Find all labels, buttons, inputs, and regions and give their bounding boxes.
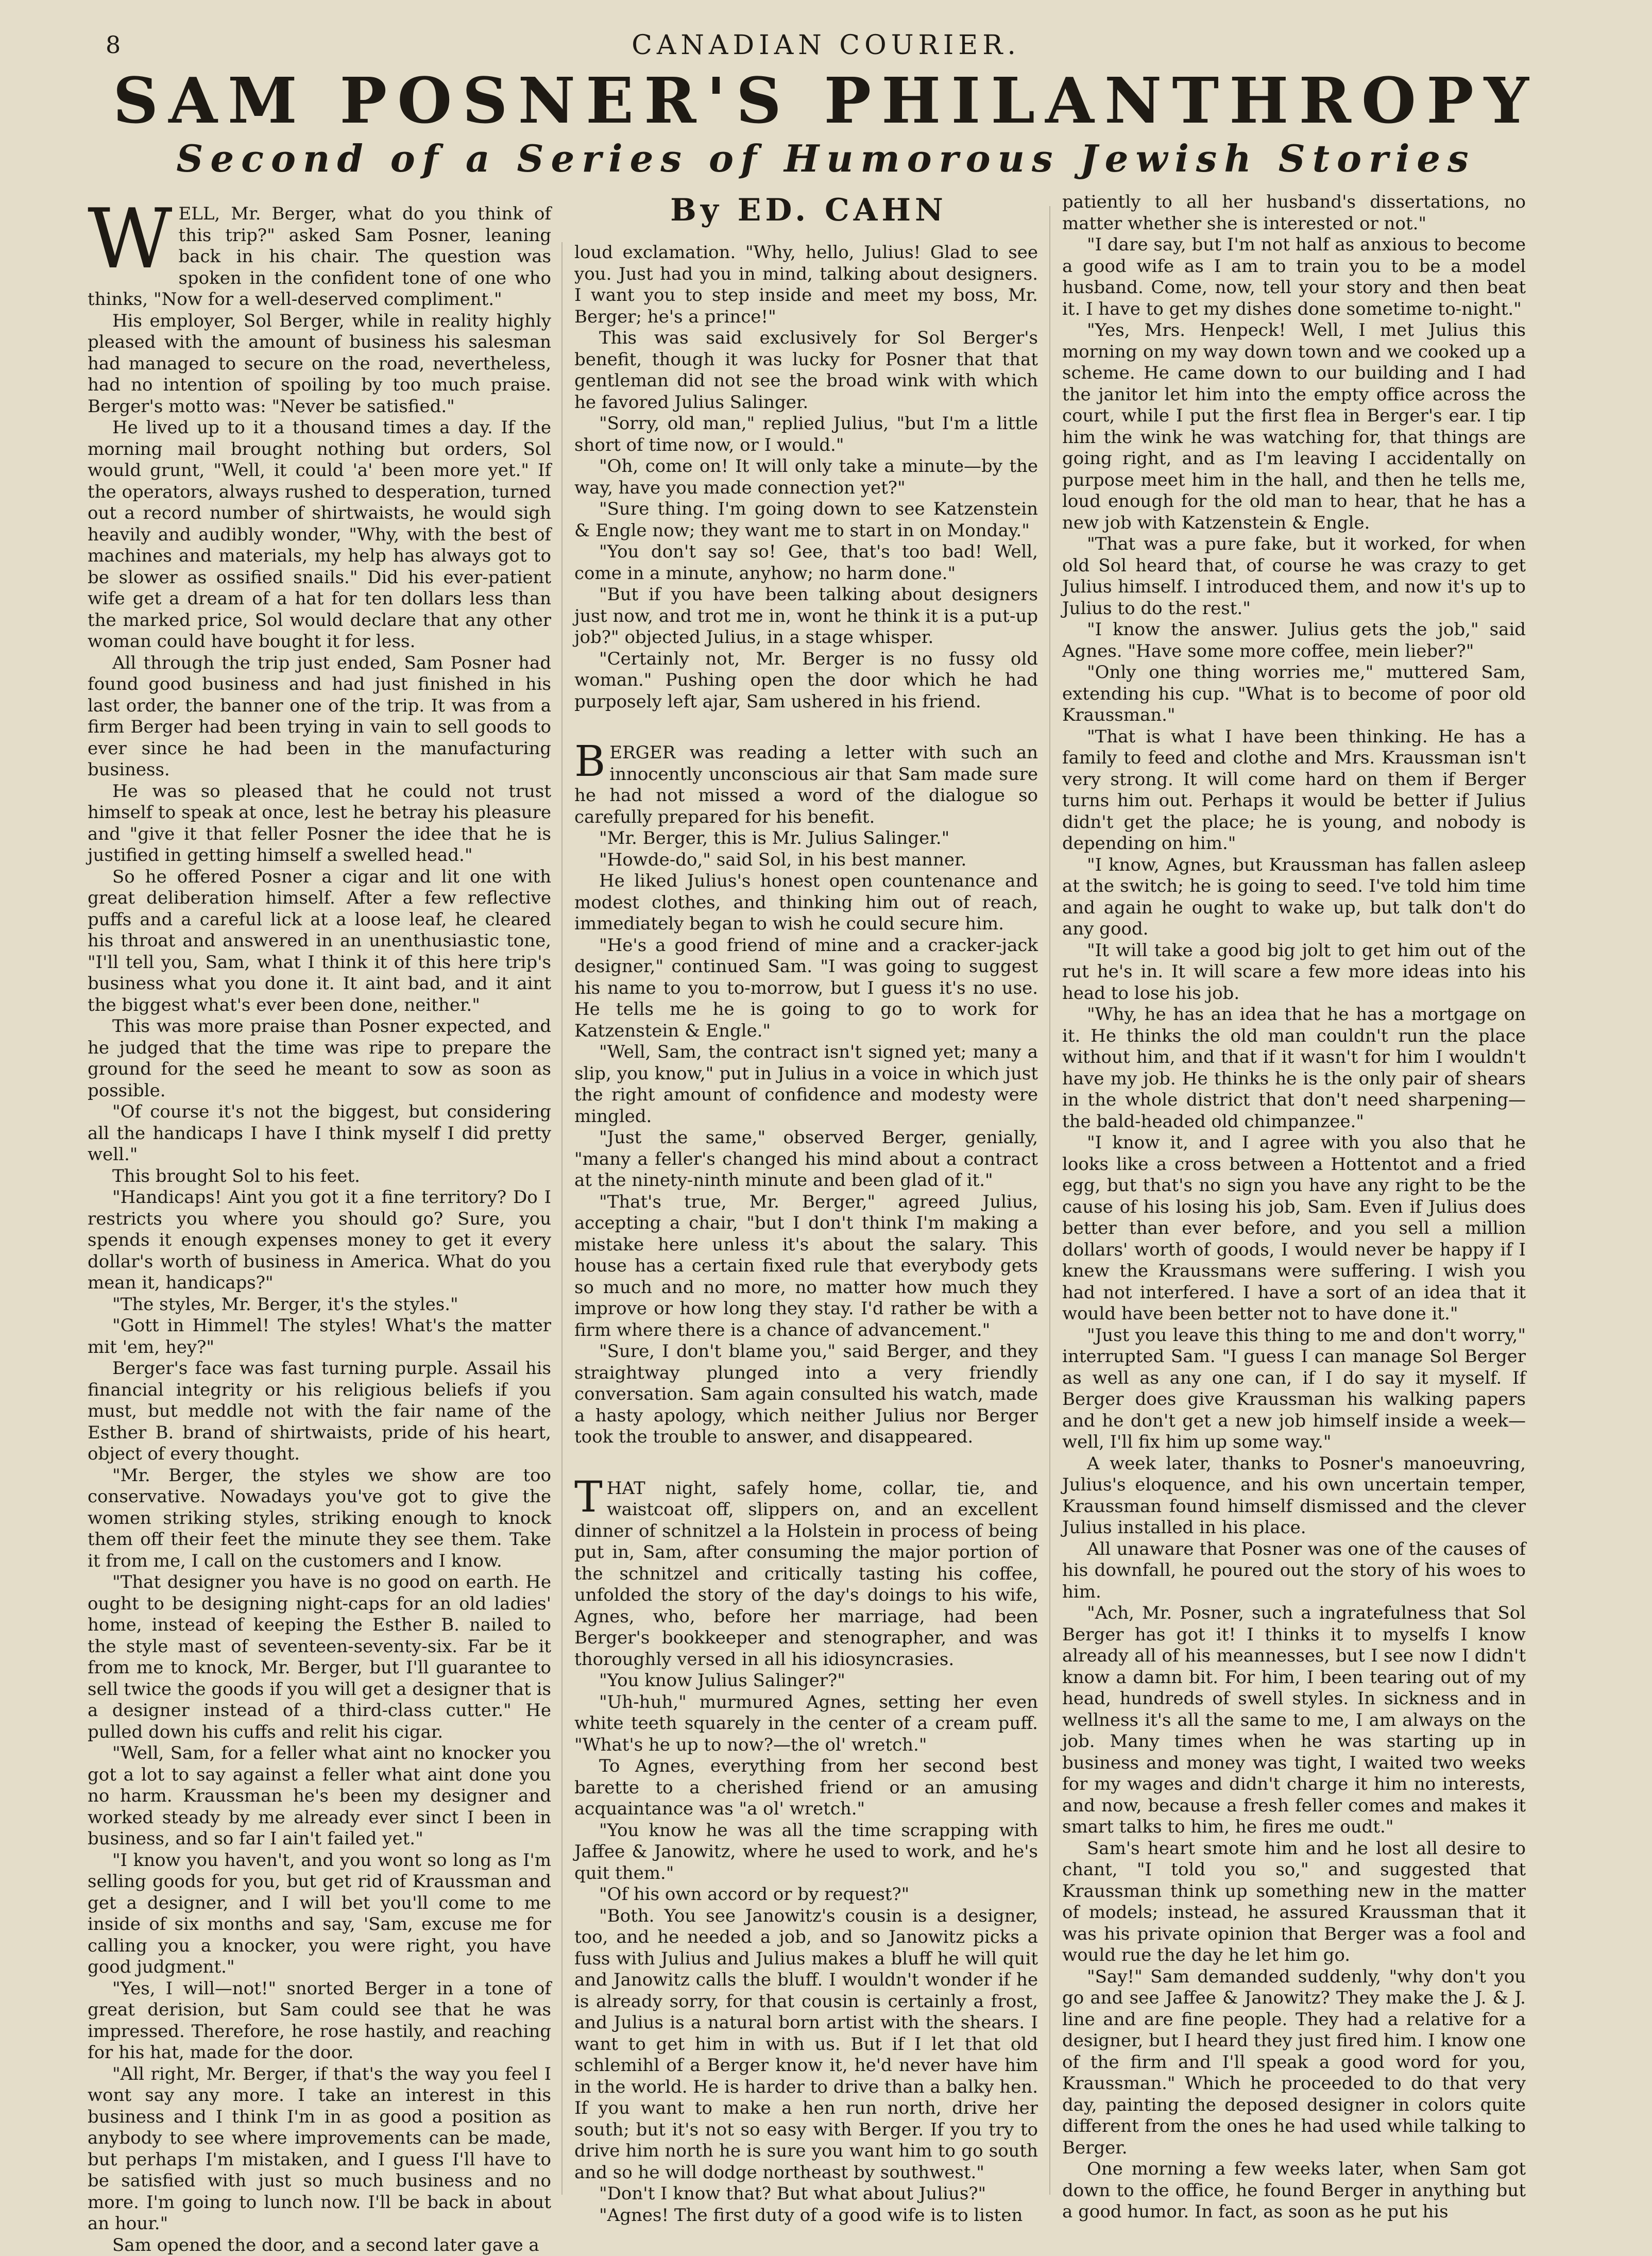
paragraph-text: A week later, thanks to Posner's manoeuvring, Julius's eloquence, and his own uncertain temper, Kraussman found himself dismissed and the clever Julius installed in his place.: [1062, 1453, 1526, 1538]
paragraph: [1062, 726, 1526, 855]
paragraph: [574, 499, 1038, 541]
paragraph: [574, 828, 1038, 850]
paragraph-text: Sam's heart smote him and he lost all desire to chant, "I told you so," and suggested that Kraussman think up something new in the matter of models; instead, he assured Kraussman that it was his private opinion that Berger was a fool and would rue the day he let him go.: [1062, 1838, 1526, 1966]
paragraph-text: "I know the answer. Julius gets the job," said Agnes. "Have some more coffee, mein lieber?": [1062, 619, 1526, 661]
paragraph: [88, 2064, 551, 2235]
paragraph: [574, 1670, 1038, 1692]
paragraph-text: He was so pleased that he could not trust himself to speak at once, lest he betray his pleasure and "give it that feller Posner the idee that he is justified in getting himself a swelled head.": [88, 781, 551, 866]
article-byline: By ED. CAHN: [554, 195, 1064, 226]
paragraph: [574, 2183, 1038, 2205]
paragraph-text: "It will take a good big jolt to get him out of the rut he's in. It will scare a few more ideas into his head to lose his job.: [1062, 940, 1526, 1004]
paragraph: [88, 203, 551, 311]
paragraph-text: "Why, he has an idea that he has a mortgage on it. He thinks the old man couldn't run the place without him, and that if it wasn't for him I wouldn't have my job. He thinks he is the only pair of shears in the whole district that don't need sharpening—the bald-headed old chimpanzee.": [1062, 1004, 1526, 1132]
paragraph: [1062, 1539, 1526, 1603]
paragraph: [1062, 940, 1526, 1005]
column-rule: [561, 242, 563, 2195]
paragraph-text: "Say!" Sam demanded suddenly, "why don't you go and see Jaffee & Janowitz? They make the J. & J. line and are fine people. They had a relative for a designer, but I heard they just fired him. I know one of the firm and I'll speak a good word for you, Kraussman." Which he proceeded to do that very day, painting the deposed designer in colors quite different from the ones he had used while talking to Berger.: [1062, 1966, 1526, 2158]
paragraph: [88, 1850, 551, 1978]
paragraph-text: "Of his own accord or by request?": [599, 1884, 909, 1905]
paragraph: [1062, 1453, 1526, 1539]
running-head: CANADIAN COURIER.: [0, 30, 1652, 61]
paragraph-text: "That's true, Mr. Berger," agreed Julius, accepting a chair, "but I don't think I'm making a mistake here unless it's about the salary. This house has a certain fixed rule that everybody gets so much and no more, no matter how much they improve or how long they stay. I'd rather be with a firm where there is a chance of advancement.": [574, 1192, 1038, 1341]
paragraph: [574, 871, 1038, 935]
paragraph-text: "Both. You see Janowitz's cousin is a designer, too, and he needed a job, and so Janowitz picks a fuss with Julius and Julius makes a bluff he will quit and Janowitz calls the bluff. I wouldn't wonder if he is already sorry, for that cousin is certainly a frost, and Julius is a natural born artist with the shears. I want to get him in with us. But if I let that old schlemihl of a Berger know it, he'd never have him in the world. He is harder to drive than a balky hen. If you want to make a hen run north, drive her south; but it's not so easy with Berger. If you try to drive him north he is sure you want him to go south and so he will dodge northeast by southwest.": [574, 1906, 1038, 2183]
paragraph-text: "I know it, and I agree with you also that he looks like a cross between a Hottentot and a fried egg, but that's no sign you have any right to be the cause of his losing his job, Sam. Even if Julius does better than ever before, and you sell a million dollars' worth of goods, I would never be happy if I knew the Kraussmans were suffering. I wish you had not interfered. I have a sort of an idea that it would have been better not to have done it.": [1062, 1132, 1526, 1324]
paragraph-text: HAT night, safely home, collar, tie, and waistcoat off, slippers on, and an excellent dinner of schnitzel a la Holstein in process of being put in, Sam, after consuming the major portion of the schnitzel and critically tasting his coffee, unfolded the story of the day's doings to his wife, Agnes, who, before her marriage, had been Berger's bookkeeper and stenographer, and was thoroughly versed in all his idiosyncrasies.: [574, 1478, 1038, 1670]
paragraph: [574, 850, 1038, 871]
paragraph-text: "Just the same," observed Berger, genially, "many a feller's changed his mind about a contract at the ninety-ninth minute and been glad of it.": [574, 1127, 1038, 1191]
paragraph: [574, 1478, 1038, 1671]
paragraph-text: "But if you have been talking about designers just now, and trot me in, wont he think it is a put-up job?" objected Julius, in a stage whisper.: [574, 584, 1038, 648]
paragraph-text: To Agnes, everything from her second best barette to a cherished friend or an amusing acquaintance was "a ol' wretch.": [574, 1756, 1038, 1819]
paragraph: [574, 1127, 1038, 1192]
paragraph: [574, 242, 1038, 328]
paragraph-text: ERGER was reading a letter with such an innocently unconscious air that Sam made sure he had not missed a word of the dialogue so carefully prepared for his benefit.: [574, 742, 1038, 827]
paragraph: [1062, 1966, 1526, 2159]
paragraph-text: ELL, Mr. Berger, what do you think of this trip?" asked Sam Posner, leaning back in his chair. The question was spoken in the confident tone of one who thinks, "Now for a well-deserved compliment.": [88, 203, 551, 310]
paragraph-text: Sam opened the door, and a second later gave a: [112, 2235, 539, 2255]
paragraph-text: "Howde-do," said Sol, in his best manner.: [599, 850, 966, 870]
paragraph-text: "That designer you have is no good on earth. He ought to be designing night-caps for an old ladies' home, instead of keeping the Esther B. nailed to the style mast of seventeen-seventy-six. Far be it from me to knock, Mr. Berger, but I'll guarantee to sell twice the goods if you will get a designer that is a designer instead of a third-class cutter." He pulled down his cuffs and relit his cigar.: [88, 1572, 551, 1742]
paragraph-text: "Well, Sam, the contract isn't signed yet; many a slip, you know," put in Julius in a voice in which just the right amount of confidence and modesty were mingled.: [574, 1042, 1038, 1127]
paragraph-text: Berger's face was fast turning purple. Assail his financial integrity or his religious beliefs if you must, but meddle not with the fair name of the Esther B. brand of shirtwaists, pride of his heart, object of every thought.: [88, 1358, 551, 1464]
paragraph-text: "I know, Agnes, but Kraussman has fallen asleep at the switch; he is going to seed. I've told him time and again he ought to wake up, but talk don't do any good.: [1062, 855, 1526, 940]
paragraph-text: This brought Sol to his feet.: [112, 1166, 360, 1186]
paragraph-text: "Mr. Berger, this is Mr. Julius Salinger.": [599, 828, 949, 849]
paragraph: [1062, 320, 1526, 534]
paragraph-text: This was more praise than Posner expected, and he judged that the time was ripe to prepare the ground for the seed he meant to sow as soon as possible.: [88, 1016, 551, 1101]
paragraph: [1062, 534, 1526, 619]
paragraph-text: loud exclamation. "Why, hello, Julius! Glad to see you. Just had you in mind, talking about designers. I want you to step inside and meet my boss, Mr. Berger; he's a prince!": [574, 242, 1038, 327]
paragraph: [1062, 1325, 1526, 1453]
paragraph-text: "You know he was all the time scrapping with Jaffee & Janowitz, where he used to work, and he's quit them.": [574, 1820, 1038, 1884]
paragraph: [574, 2205, 1038, 2227]
paragraph-text: "Handicaps! Aint you got it a fine territory? Do I restricts you where you should go? Sure, you spends it enough expenses money to get it every dollar's worth of business in America. What do you mean it, handicaps?": [88, 1187, 551, 1293]
paragraph-text: "Sorry, old man," replied Julius, "but I'm a little short of time now, or I would.": [574, 413, 1038, 455]
paragraph-text: "Mr. Berger, the styles we show are too conservative. Nowadays you've got to give the women striking styles, striking enough to knock them off their feet the minute they see them. Take it from me, I call on the customers and I know.: [88, 1465, 551, 1571]
paragraph: [88, 1978, 551, 2064]
paragraph-text: So he offered Posner a cigar and lit one with great deliberation himself. After a few reflective puffs and a careful lick at a loose leaf, he cleared his throat and answered in an unenthusiastic tone, "I'll tell you, Sam, what I think it of this here trip's business what you done it. It aint bad, and it aint the biggest what's ever been done, neither.": [88, 867, 551, 1015]
paragraph-text: patiently to all her husband's dissertations, no matter whether she is interested or not.": [1062, 192, 1526, 234]
paragraph: [88, 867, 551, 1016]
paragraph-text: "Yes, Mrs. Henpeck! Well, I met Julius this morning on my way down town and we cooked up a scheme. He came down to our building and I had the janitor let him into the empty office across the court, while I put the first flea in Berger's ear. I tip him the wink he was watching for, that things are going right, and as I'm leaving I accidentally on purpose meet him in the hall, and then he tells me, loud enough for the old man to hear, that he has a new job with Katzenstein & Engle.: [1062, 320, 1526, 533]
paragraph-text: "Just you leave this thing to me and don't worry," interrupted Sam. "I guess I can manage Sol Berger as well as any one can, if I do say it myself. If Berger does give Kraussman his walking papers and he don't get a new job himself inside a week—well, I'll fix him up some way.": [1062, 1325, 1526, 1453]
paragraph-text: "Certainly not, Mr. Berger is no fussy old woman." Pushing open the door which he had purposely left ajar, Sam ushered in his friend.: [574, 649, 1038, 712]
paragraph: [88, 1101, 551, 1166]
paragraph-text: "I know you haven't, and you wont so long as I'm selling goods for you, but get rid of Kraussman and get a designer, and I will bet you'll come to me inside of six months and say, 'Sam, excuse me for calling you a knocker, you were right, you have good judgment.": [88, 1850, 551, 1978]
paragraph: [1062, 855, 1526, 940]
paragraph: [1062, 619, 1526, 662]
paragraph: [574, 1042, 1038, 1127]
paragraph: [88, 1315, 551, 1358]
paragraph: [574, 541, 1038, 584]
paragraph: [1062, 192, 1526, 234]
paragraph-text: "Don't I know that? But what about Julius?": [599, 2183, 986, 2204]
paragraph: [88, 1572, 551, 1743]
article-subtitle: Second of a Series of Humorous Jewish Stories: [0, 140, 1652, 177]
paragraph-text: "All right, Mr. Berger, if that's the way you feel I wont say any more. I take an interest in this business and I think I'm in as good a position as anybody to see where improvements can be made, but perhaps I'm mistaken, and I guess I'll have to be satisfied with just so much business and no more. I'm going to lunch now. I'll be back in about an hour.": [88, 2064, 551, 2234]
paragraph: [88, 2235, 551, 2256]
paragraph: [574, 1341, 1038, 1448]
paragraph: [574, 1192, 1038, 1342]
paragraph-text: All unaware that Posner was one of the causes of his downfall, he poured out the story of his woes to him.: [1062, 1539, 1526, 1602]
paragraph: [88, 1187, 551, 1294]
paragraph: [88, 1294, 551, 1316]
paragraph-text: "You don't say so! Gee, that's too bad! Well, come in a minute, anyhow; no harm done.": [574, 541, 1038, 584]
paragraph: [88, 1016, 551, 1101]
paragraph-text: This was said exclusively for Sol Berger's benefit, though it was lucky for Posner that that gentleman did not see the broad wink with which he favored Julius Salinger.: [574, 328, 1038, 413]
paragraph-text: "Agnes! The first duty of a good wife is to listen: [599, 2205, 1023, 2226]
paragraph-text: One morning a few weeks later, when Sam got down to the office, he found Berger in anything but a good humor. In fact, as soon as he put his: [1062, 2159, 1526, 2222]
paragraph-text: "I dare say, but I'm not half as anxious to become a good wife as I am to train you to be a model husband. Come, now, tell your story and then beat it. I have to get my dishes done sometime to-night.": [1062, 234, 1526, 319]
paragraph-text: "You know Julius Salinger?": [599, 1670, 845, 1691]
paragraph: [574, 456, 1038, 499]
paragraph: [1062, 1004, 1526, 1132]
paragraph-text: "Oh, come on! It will only take a minute—by the way, have you made connection yet?": [574, 456, 1038, 498]
paragraph-text: "The styles, Mr. Berger, it's the styles.": [112, 1294, 458, 1315]
drop-cap: T: [574, 1479, 603, 1516]
paragraph: [1062, 662, 1526, 726]
paragraph: [574, 328, 1038, 413]
paragraph: [1062, 1603, 1526, 1838]
paragraph: [1062, 1838, 1526, 1966]
column-2: [574, 242, 1038, 2202]
paragraph: [574, 1692, 1038, 1756]
paragraph: [88, 417, 551, 653]
paragraph-text: "Uh-huh," murmured Agnes, setting her even white teeth squarely in the center of a cream puff. "What's he up to now?—the ol' wretch.": [574, 1692, 1038, 1755]
column-rule: [1049, 206, 1050, 2195]
paragraph: [574, 935, 1038, 1042]
paragraph-text: "Sure thing. I'm going down to see Katzenstein & Engle now; they want me to start in on Monday.": [574, 499, 1038, 541]
paragraph-text: "He's a good friend of mine and a cracker-jack designer," continued Sam. "I was going to suggest his name to you to-morrow, but I guess it's no use. He tells me he is going to go to work for Katzenstein & Engle.": [574, 935, 1038, 1041]
paragraph-text: "Only one thing worries me," muttered Sam, extending his cup. "What is to become of poor old Kraussman.": [1062, 662, 1526, 725]
paragraph-text: He lived up to it a thousand times a day. If the morning mail brought nothing but orders, Sol would grunt, "Well, it could 'a' been more yet." If the operators, always rushed to desperation, turned out a record number of shirtwaists, he would sigh heavily and audibly wonder, "Why, with the best of machines and materials, my help has always got to be slower as ossified snails." Did his ever-patient wife get a dream of a hat for ten dollars less than the marked price, Sol would declare that any other woman could have bought it for less.: [88, 417, 551, 652]
paragraph: [574, 1820, 1038, 1885]
drop-cap: W: [88, 206, 172, 273]
paragraph: [88, 311, 551, 418]
paragraph-text: "That was a pure fake, but it worked, for when old Sol heard that, of course he was crazy to get Julius himself. I introduced them, and now it's up to Julius to do the rest.": [1062, 534, 1526, 619]
paragraph-text: His employer, Sol Berger, while in reality highly pleased with the amount of business his salesman had managed to secure on the road, nevertheless, had no intention of spoiling by too much praise. Berger's motto was: "Never be satisfied.": [88, 311, 551, 417]
paragraph-text: All through the trip just ended, Sam Posner had found good business and had just finished in his last order, the banner one of the trip. It was from a firm Berger had been trying in vain to sell goods to ever since he had been in the manufacturing business.: [88, 653, 551, 781]
paragraph-text: "Gott in Himmel! The styles! What's the matter mit 'em, hey?": [88, 1315, 551, 1358]
column-1: [88, 203, 551, 2202]
page-number: 8: [106, 31, 122, 59]
drop-cap: B: [574, 743, 605, 781]
paragraph: [574, 1884, 1038, 1906]
paragraph-text: "That is what I have been thinking. He has a family to feed and clothe and Mrs. Kraussman isn't very strong. It will come hard on them if Berger turns him out. Perhaps it would be better if Julius didn't get the place; he is young, and nobody is depending on him.": [1062, 726, 1526, 854]
paragraph: [1062, 1132, 1526, 1325]
article-title: SAM POSNER'S PHILANTHROPY: [0, 66, 1652, 135]
paragraph: [88, 1358, 551, 1465]
paragraph: [88, 1166, 551, 1188]
paragraph: [574, 1756, 1038, 1820]
paragraph-text: "Ach, Mr. Posner, such a ingratefulness that Sol Berger has got it! I thinks it to myselfs I know already all of his meannesses, but I see now I didn't know a damn bit. For him, I been tearing out of my head, hundreds of swell styles. In sickness and in wellness it's all the same to me, I am always on the job. Many times when he was starting up in business and money was tight, I waited two weeks for my wages and didn't charge it him no interests, and now, because a fresh feller comes and makes it smart talks to him, he fires me oudt.": [1062, 1603, 1526, 1837]
column-3: [1062, 192, 1526, 2202]
paragraph: [1062, 2159, 1526, 2223]
paragraph: [88, 1743, 551, 1850]
paragraph: [574, 584, 1038, 649]
paragraph: [574, 1906, 1038, 2184]
paragraph-text: "Well, Sam, for a feller what aint no knocker you got a lot to say against a feller what aint done you no harm. Kraussman he's been my designer and worked steady by me already ever sinct I been in business, and so far I ain't failed yet.": [88, 1743, 551, 1849]
paragraph: [574, 413, 1038, 456]
paragraph: [574, 742, 1038, 828]
paragraph: [88, 1465, 551, 1572]
paragraph-text: "Of course it's not the biggest, but considering all the handicaps I have I think myself I did pretty well.": [88, 1101, 551, 1165]
paragraph: [88, 653, 551, 781]
paragraph: [88, 781, 551, 867]
paragraph-text: "Sure, I don't blame you," said Berger, and they straightway plunged into a very friendly conversation. Sam again consulted his watch, made a hasty apology, which neither Julius nor Berger took the trouble to answer, and disappeared.: [574, 1341, 1038, 1447]
paragraph: [1062, 234, 1526, 320]
paragraph-text: He liked Julius's honest open countenance and modest clothes, and thinking him out of reach, immediately began to wish he could secure him.: [574, 871, 1038, 934]
paragraph: [574, 649, 1038, 713]
paragraph-text: "Yes, I will—not!" snorted Berger in a tone of great derision, but Sam could see that he was impressed. Therefore, he rose hastily, and reaching for his hat, made for the door.: [88, 1978, 551, 2063]
